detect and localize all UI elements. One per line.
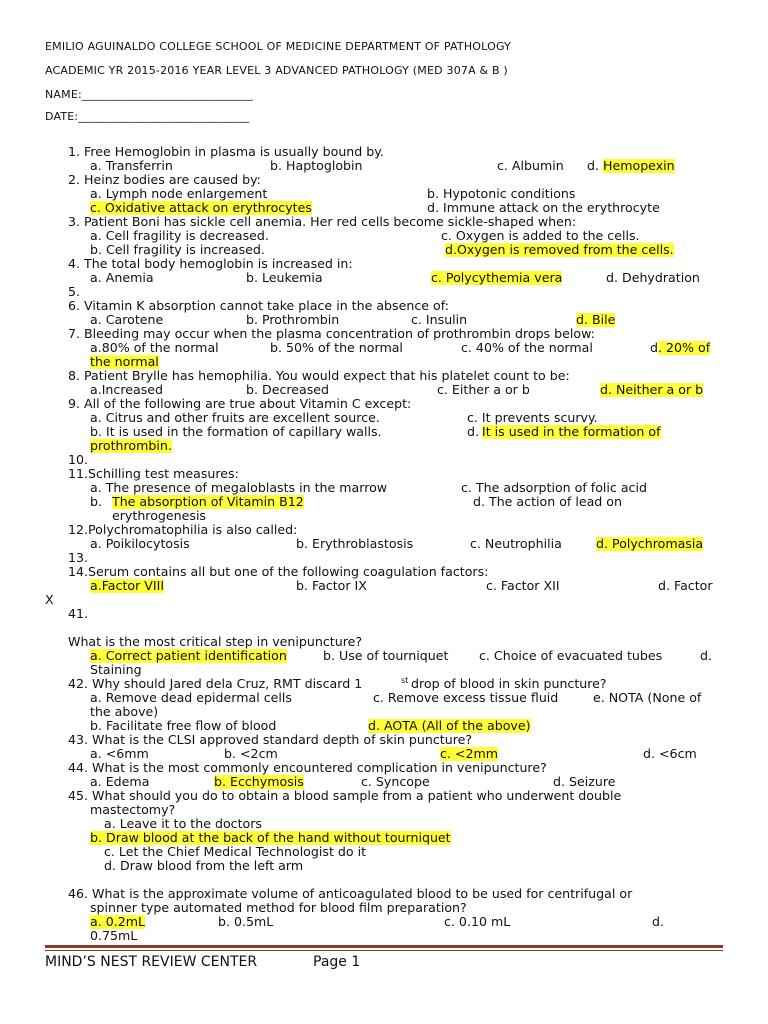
highlighted-answer: c. Polycythemia vera xyxy=(431,270,563,285)
date-field: DATE:______________________________ xyxy=(45,110,250,123)
question-text: st xyxy=(401,676,409,685)
footer-center-name: MIND’S NEST REVIEW CENTER xyxy=(45,954,258,970)
question-text: b. Facilitate free flow of blood xyxy=(90,718,277,733)
question-text: a. Transferrin xyxy=(90,158,173,173)
question-text: c. Albumin xyxy=(497,158,564,173)
question-text: d. xyxy=(467,424,479,439)
question-text: c. Neutrophilia xyxy=(470,536,562,551)
question-text: 3. Patient Boni has sickle cell anemia. Her red cells become sickle-shaped when: xyxy=(68,214,577,229)
question-text: d. Dehydration xyxy=(606,270,700,285)
question-text: b. 50% of the normal xyxy=(270,340,403,355)
question-text: X xyxy=(45,592,54,607)
question-text: 9. All of the following are true about Vitamin C except: xyxy=(68,396,412,411)
question-text: b. Hypotonic conditions xyxy=(427,186,576,201)
highlighted-answer: . 20% of xyxy=(658,340,711,355)
footer-page-number: Page 1 xyxy=(313,954,361,970)
highlighted-answer: b. Draw blood at the back of the hand without tourniquet xyxy=(90,830,451,845)
question-text: 10. xyxy=(68,452,89,467)
highlighted-answer: b. Ecchymosis xyxy=(214,774,304,789)
question-text: b. It is used in the formation of capillary walls. xyxy=(90,424,382,439)
question-text: drop of blood in skin puncture? xyxy=(411,676,607,691)
question-text: a. Citrus and other fruits are excellent source. xyxy=(90,410,380,425)
question-text: c. Remove excess tissue fluid xyxy=(373,690,559,705)
question-text: d. xyxy=(652,914,664,929)
question-text: 6. Vitamin K absorption cannot take place in the absence of: xyxy=(68,298,449,313)
question-text: b. Decreased xyxy=(246,382,330,397)
question-text: b. 0.5mL xyxy=(218,914,274,929)
highlighted-answer: a. 0.2mL xyxy=(90,914,146,929)
highlighted-answer: d.Oxygen is removed from the cells. xyxy=(445,242,674,257)
highlighted-answer: The absorption of Vitamin B12 xyxy=(112,494,304,509)
question-text: 12.Polychromatophilia is also called: xyxy=(68,522,298,537)
highlighted-answer: d. Neither a or b xyxy=(600,382,704,397)
question-text: 14.Serum contains all but one of the following coagulation factors: xyxy=(68,564,489,579)
question-text: spinner type automated method for blood film preparation? xyxy=(90,900,467,915)
page-footer xyxy=(45,954,361,970)
question-text: a. <6mm xyxy=(90,746,149,761)
question-text: c. Factor XII xyxy=(486,578,560,593)
question-text: d. Factor xyxy=(658,578,713,593)
question-text: c. 0.10 mL xyxy=(444,914,511,929)
question-text: erythrogenesis xyxy=(112,508,206,523)
question-text: d. Draw blood from the left arm xyxy=(104,858,304,873)
question-text: a. Remove dead epidermal cells xyxy=(90,690,292,705)
question-text: the above) xyxy=(90,704,159,719)
question-text: a. Carotene xyxy=(90,312,164,327)
question-text: d xyxy=(650,340,658,355)
question-text: 45. What should you do to obtain a blood sample from a patient who underwent double xyxy=(68,788,622,803)
question-text: c. Insulin xyxy=(411,312,468,327)
question-text: b. Erythroblastosis xyxy=(296,536,414,551)
question-text: a. Poikilocytosis xyxy=(90,536,190,551)
question-text: b. Factor IX xyxy=(296,578,367,593)
question-text: 11.Schilling test measures: xyxy=(68,466,239,481)
question-text: What is the most critical step in venipuncture? xyxy=(68,634,363,649)
question-text: d. xyxy=(587,158,599,173)
question-text: b. <2cm xyxy=(224,746,278,761)
question-text: a. Lymph node enlargement xyxy=(90,186,268,201)
question-text: c. It prevents scurvy. xyxy=(467,410,598,425)
question-text: 41. xyxy=(68,606,89,621)
question-text: 2. Heinz bodies are caused by: xyxy=(68,172,261,187)
question-text: d. The action of lead on xyxy=(473,494,622,509)
question-text: b. Use of tourniquet xyxy=(323,648,449,663)
question-text: c. Syncope xyxy=(361,774,430,789)
highlighted-answer: d. Bile xyxy=(576,312,616,327)
question-text: a. Anemia xyxy=(90,270,154,285)
highlighted-answer: d. AOTA (All of the above) xyxy=(368,718,531,733)
question-text: a. Leave it to the doctors xyxy=(104,816,262,831)
question-text: mastectomy? xyxy=(90,802,176,817)
name-field: NAME:______________________________ xyxy=(45,88,253,101)
course-heading: ACADEMIC YR 2015-2016 YEAR LEVEL 3 ADVANCED PATHOLOGY (MED 307A & B ) xyxy=(45,64,508,77)
question-text: b. xyxy=(90,494,102,509)
question-text: a. Cell fragility is decreased. xyxy=(90,228,269,243)
question-text: 7. Bleeding may occur when the plasma concentration of prothrombin drops below: xyxy=(68,326,595,341)
question-text: a. The presence of megaloblasts in the marrow xyxy=(90,480,388,495)
question-text: 4. The total body hemoglobin is increased in: xyxy=(68,256,353,271)
highlighted-answer: a.Factor VIII xyxy=(90,578,165,593)
question-text: 42. Why should Jared dela Cruz, RMT discard 1 xyxy=(68,676,363,691)
question-text: Staining xyxy=(90,662,142,677)
highlighted-answer: c. Oxidative attack on erythrocytes xyxy=(90,200,312,215)
question-text: a.Increased xyxy=(90,382,164,397)
question-text: d. Seizure xyxy=(553,774,616,789)
question-text: 46. What is the approximate volume of anticoagulated blood to be used for centrifugal or xyxy=(68,886,633,901)
highlighted-answer: It is used in the formation of xyxy=(482,424,661,439)
question-text: b. Prothrombin xyxy=(246,312,340,327)
highlighted-answer: Hemopexin xyxy=(603,158,675,173)
question-text: c. The adsorption of folic acid xyxy=(461,480,647,495)
highlighted-answer: c. <2mm xyxy=(440,746,499,761)
question-text: 5. xyxy=(68,284,81,299)
question-text: b. Leukemia xyxy=(246,270,323,285)
question-text: 0.75mL xyxy=(90,928,138,943)
question-text: c. Oxygen is added to the cells. xyxy=(441,228,640,243)
question-text: d. <6cm xyxy=(643,746,697,761)
question-text: d. Immune attack on the erythrocyte xyxy=(427,200,660,215)
question-text: c. 40% of the normal xyxy=(461,340,593,355)
question-text: b. Cell fragility is increased. xyxy=(90,242,265,257)
question-text: 1. Free Hemoglobin in plasma is usually bound by. xyxy=(68,144,384,159)
question-text: b. Haptoglobin xyxy=(270,158,363,173)
footer-rule xyxy=(45,945,723,948)
question-text: d. xyxy=(700,648,712,663)
highlighted-answer: d. Polychromasia xyxy=(596,536,704,551)
question-text: c. Choice of evacuated tubes xyxy=(479,648,663,663)
institution-heading: EMILIO AGUINALDO COLLEGE SCHOOL OF MEDICINE DEPARTMENT OF PATHOLOGY xyxy=(45,40,512,53)
question-text: 13. xyxy=(68,550,89,565)
question-text: a.80% of the normal xyxy=(90,340,219,355)
highlighted-answer: a. Correct patient identification xyxy=(90,648,287,663)
question-text: 44. What is the most commonly encountered complication in venipuncture? xyxy=(68,760,547,775)
question-text: 43. What is the CLSI approved standard depth of skin puncture? xyxy=(68,732,473,747)
footer-rule-thin xyxy=(45,950,723,951)
question-text: 8. Patient Brylle has hemophilia. You would expect that his platelet count to be: xyxy=(68,368,570,383)
question-text: a. Edema xyxy=(90,774,150,789)
question-text: c. Let the Chief Medical Technologist do it xyxy=(104,844,367,859)
question-text: c. Either a or b xyxy=(437,382,530,397)
highlighted-answer: the normal xyxy=(90,354,159,369)
highlighted-answer: prothrombin. xyxy=(90,438,172,453)
question-text: e. NOTA (None of xyxy=(593,690,702,705)
